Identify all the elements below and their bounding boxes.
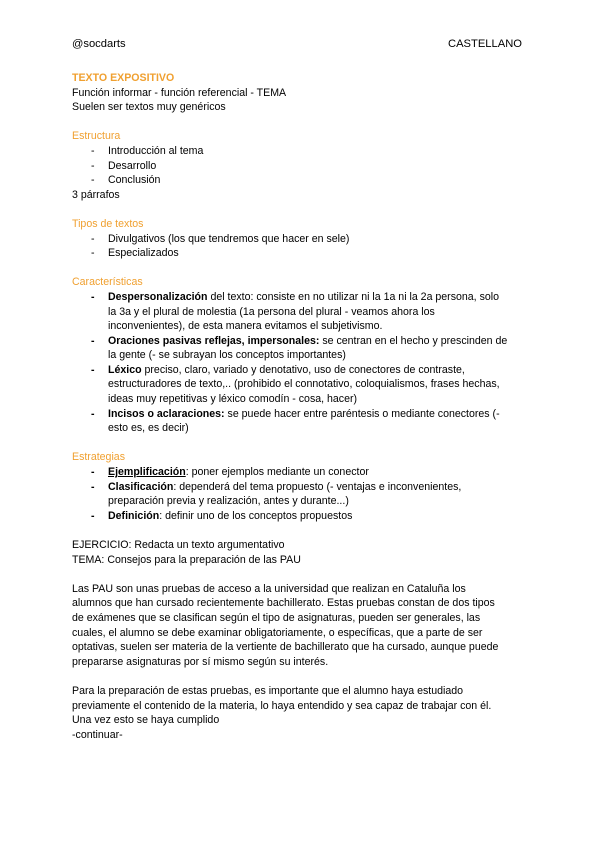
header-subject: CASTELLANO: [448, 38, 522, 50]
term: Definición: [108, 509, 160, 522]
list-item: - Introducción al tema: [91, 144, 204, 157]
term: Despersonalización: [108, 290, 208, 303]
section-heading-tipos: Tipos de textos: [72, 217, 144, 230]
header-author: @socdarts: [72, 38, 126, 50]
section-heading-caracteristicas: Características: [72, 276, 143, 289]
term: Léxico: [108, 363, 142, 376]
list-item: - Ejemplificación: poner ejemplos mediante un conector: [91, 466, 369, 479]
list-item: - Desarrollo: [91, 159, 157, 172]
list-item: - Oraciones pasivas reflejas, impersonales: se centran en el hecho y prescinden de la gente (- se subrayan los conceptos importantes): [91, 334, 508, 362]
paragraph: Para la preparación de estas pruebas, es importante que el alumno haya estudiado previamente el contenido de la materia, lo haya entendido y sea capaz de trabajar con él. Una vez esto se haya cumplido -continuar-: [72, 684, 492, 741]
exercise-line: EJERCICIO: Redacta un texto argumentativo: [72, 539, 285, 551]
estructura-list: [72, 144, 528, 188]
estrategias-list: [72, 465, 528, 523]
term: Oraciones pasivas reflejas, impersonales:: [108, 334, 320, 347]
term: Incisos o aclaraciones:: [108, 407, 225, 420]
intro-line: Función informar - función referencial - TEMA: [72, 86, 287, 99]
list-item: - Despersonalización del texto: consiste en no utilizar ni la 1a ni la 2a persona, solo la 3a y el plural de molestia (1a persona del plural - veamos ahora los inconvenientes), de esta manera evitamos el subjetivismo.: [91, 290, 500, 333]
term: Ejemplificación: [108, 466, 186, 479]
intro-line: Suelen ser textos muy genéricos: [72, 101, 226, 114]
caracteristicas-list: [72, 290, 528, 436]
paragraph: Las PAU son unas pruebas de acceso a la universidad que realizan en Cataluña los alumnos que han cursado recientemente bachillerato. Estas pruebas constan de dos tipos de exámenes que se clasifican según el tipo de asignaturas, pueden ser generales, las cuales, el alumno se debe examinar obligatoriamente, o específicas, que a parte de ser optativas, suelen ser materia de la vertiente de bachillerato que ha cursado, aunque puede prepararse asignaturas por sí mismo según su interés.: [72, 582, 499, 668]
list-item: - Definición: definir uno de los conceptos propuestos: [91, 509, 353, 522]
list-item: - Clasificación: dependerá del tema propuesto (- ventajas e inconvenientes, preparación previa y realización, antes y durante...): [91, 480, 462, 508]
list-item: - Especializados: [91, 247, 179, 260]
exercise-line: TEMA: Consejos para la preparación de las PAU: [72, 553, 301, 566]
document-title: TEXTO EXPOSITIVO: [72, 72, 175, 84]
tipos-list: [72, 232, 528, 261]
term: Clasificación: [108, 480, 174, 493]
document-body: [72, 71, 528, 742]
section-heading-estrategias: Estrategias: [72, 451, 125, 464]
list-item: - Divulgativos (los que tendremos que hacer en sele): [91, 232, 350, 245]
section-heading-estructura: Estructura: [72, 130, 121, 143]
list-item: - Incisos o aclaraciones: se puede hacer entre paréntesis o mediante conectores (- esto es, es decir): [91, 407, 500, 435]
estructura-note: 3 párrafos: [72, 188, 120, 201]
list-item: - Conclusión: [91, 174, 161, 187]
list-item: - Léxico preciso, claro, variado y denotativo, uso de conectores de contraste, estructuradores de texto,.. (prohibido el connotativo, coloquialismos, frases hechas, ideas muy repetitivas y léxico comodín - cosa, hacer): [91, 363, 500, 406]
